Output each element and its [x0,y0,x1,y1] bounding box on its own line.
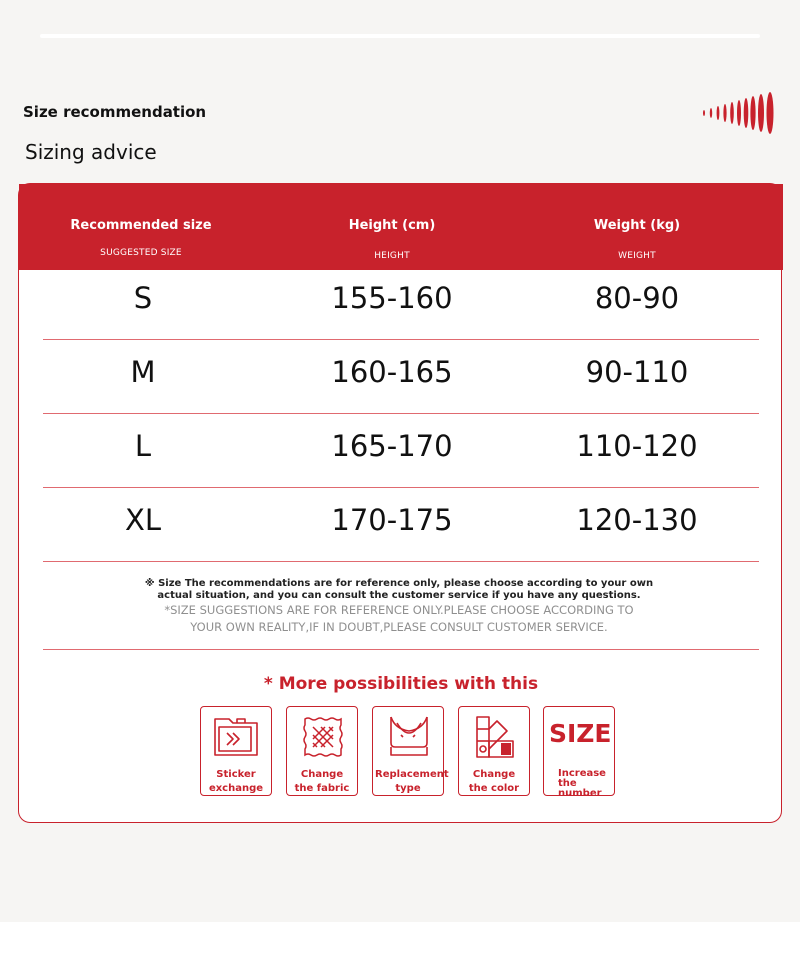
weight-cell: 80-90 [594,281,680,315]
size-chart-card [18,183,782,823]
option-change-color [458,706,530,796]
size-cell: L [134,429,152,463]
table-row [43,265,759,340]
size-icon: SIZE [549,719,612,748]
garment-type-icon [385,713,433,761]
section-title: Size recommendation [23,103,207,121]
size-note: ※ Size The recommendations are for reference only, please choose according to your own actual situation, and you can consult the customer service if you have any questions. [144,578,654,601]
table-header [19,184,783,270]
height-cell: 165-170 [331,429,453,463]
table-row [43,413,759,488]
top-divider [40,34,760,38]
header-height: Height (cm) HEIGHT [348,218,436,261]
size-note-caps: *SIZE SUGGESTIONS ARE FOR REFERENCE ONLY.PLEASE CHOOSE ACCORDING TO YOUR OWN REALITY,IF IN DOUBT,PLEASE CONSULT CUSTOMER SERVICE. [164,603,634,634]
option-label: Change the color [468,769,520,794]
section-subtitle: Sizing advice [25,140,157,164]
header-size: Recommended size SUGGESTED SIZE [70,218,212,258]
size-cell: M [130,355,156,389]
weight-cell: 110-120 [576,429,698,463]
sticker-exchange-icon [213,713,261,761]
option-label: Increase the number [558,768,606,799]
size-cell: S [133,281,153,315]
size-cell: XL [124,503,162,537]
weight-cell: 120-130 [576,503,698,537]
header-weight: Weight (kg) WEIGHT [593,218,681,261]
table-row [43,487,759,562]
option-label: Sticker exchange [208,769,264,794]
sound-wave-icon [700,90,780,136]
option-increase-number [543,706,615,799]
more-options-title: * More possibilities with this [263,674,539,694]
height-cell: 155-160 [331,281,453,315]
note-divider [43,649,759,650]
option-sticker-exchange [200,706,272,796]
color-swatch-icon [471,713,519,761]
height-cell: 170-175 [331,503,453,537]
option-label: Replacement type [375,769,449,794]
option-label: Change the fabric [294,769,350,794]
option-replacement-type [372,706,449,796]
weight-cell: 90-110 [585,355,689,389]
table-row [43,339,759,414]
fabric-icon [299,713,347,761]
option-change-fabric [286,706,358,796]
height-cell: 160-165 [331,355,453,389]
